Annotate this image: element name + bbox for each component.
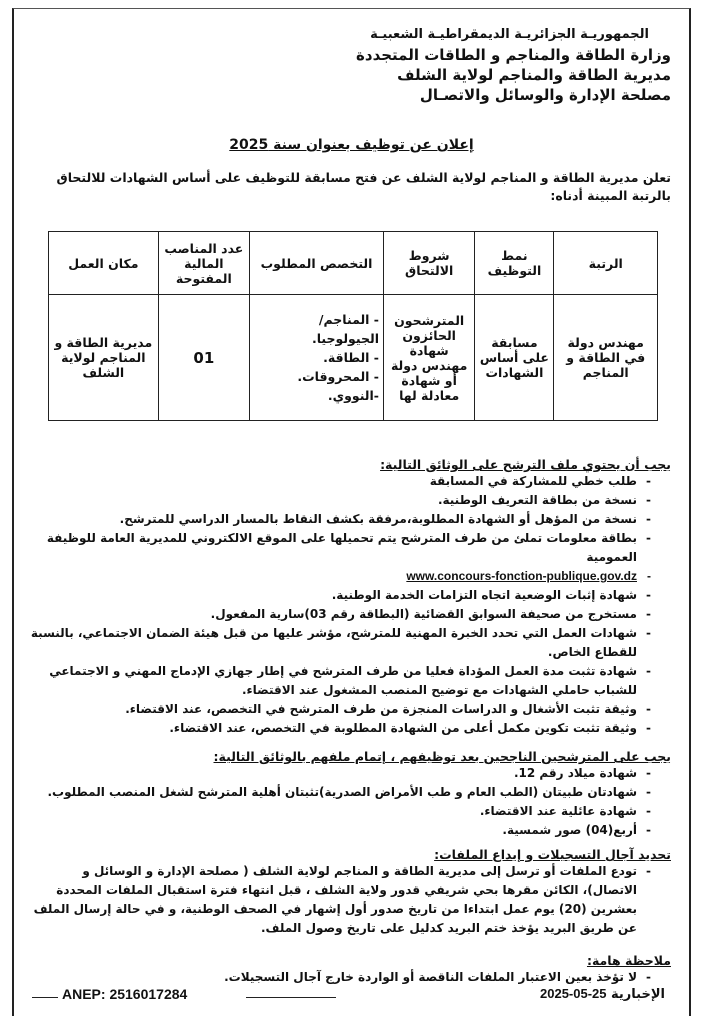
page-footer	[32, 982, 671, 1002]
specialty-item: -النووي.	[327, 388, 379, 403]
list-item: - أربع(04) صور شمسية.	[30, 821, 671, 840]
table-header-row	[49, 232, 658, 295]
list-item: - وثيقة تثبت الأشغال و الدراسات المنجزة من طرف المترشح في التخصص، عند الاقتضاء.	[30, 700, 671, 719]
announcement-page	[12, 8, 691, 1016]
announcement-title: إعلان عن توظيف بعنوان سنة 2025	[229, 137, 474, 153]
header-conditions: شروط الالتحاق	[383, 232, 474, 295]
list-item: - شهادة ميلاد رقم 12.	[30, 764, 671, 783]
service-name: مصلحة الإدارة والوسائل والاتصـال	[419, 86, 671, 104]
header-positions: عدد المناصب المالية المفتوحة	[158, 232, 249, 295]
website-url[interactable]	[30, 567, 671, 586]
cell-conditions: المترشحون الحائزون شهادة مهندس دولة أو شهادة معادلة لها	[383, 295, 474, 421]
after-hire-section	[30, 749, 671, 840]
cell-positions: 01	[158, 295, 249, 421]
after-hire-list	[30, 764, 671, 840]
header-rank: الرتبة	[554, 232, 658, 295]
documents-title: يجب أن يحتوي ملف الترشح على الوثائق التالية:	[380, 457, 671, 472]
publication-date: 2025-05-25	[540, 986, 607, 1001]
deadline-text: - تودع الملفات أو ترسل إلى مديرية الطاقة و المناجم لولاية الشلف ( مصلحة الإدارة و الوسائل و الاتصال)، الكائن مقرها بحي شريفي قدور ولاية الشلف ، قبل انتهاء فترة استقبال الملفات المحددة بعشرين (20) يوم عمل ابتداءا من تاريخ صدور أول إشهار في الصحف الوطنية، و في حالة إرسال الملف عن طريق البريد يؤخذ ختم البريد كدليل على تاريخ وصول الملف.	[30, 862, 671, 938]
republic-name: الجمهوريـة الجزائريـة الديمقراطيـة الشعبيـة	[370, 27, 649, 42]
anep-reference: ANEP: 2516017284	[62, 986, 188, 1002]
list-item: - نسخة من المؤهل أو الشهادة المطلوبة،مرفقة بكشف النقاط بالمسار الدراسي للمترشح.	[30, 510, 671, 529]
specialty-item: - المحروقات.	[297, 369, 379, 384]
header-mode: نمط التوظيف	[475, 232, 554, 295]
specialty-item: - المناجم/ الجيولوجيا.	[311, 312, 379, 346]
specialty-item: - الطاقة.	[323, 350, 379, 365]
publication-info	[540, 986, 665, 1002]
cell-mode: مسابقة على أساس الشهادات	[475, 295, 554, 421]
deadline-list	[30, 862, 671, 938]
list-item: - شهادة تثبت مدة العمل المؤداة فعليا من طرف المترشح في إطار جهازي الإدماج المهني و الاجتماعي للشباب حاملي الشهادات مع توضيح المنصب المشغول عند الاقتضاء.	[30, 662, 671, 700]
cell-workplace: مديرية الطاقة و المناجم لولاية الشلف	[49, 295, 159, 421]
directorate-name: مديرية الطاقة والمناجم لولاية الشلف	[397, 66, 671, 84]
publication-name: الإخبارية	[611, 987, 665, 1002]
documents-list	[30, 472, 671, 738]
footer-rule	[246, 997, 336, 998]
note-text: - لا تؤخذ بعين الاعتبار الملفات الناقصة أو الواردة خارج آجال التسجيلات.	[30, 968, 671, 987]
list-item: - شهادتان طبيتان (الطب العام و طب الأمراض الصدرية)تثبتان أهلية المترشح لشغل المنصب المطلوب.	[30, 783, 671, 802]
ministry-name: وزارة الطاقة والمناجم و الطاقات المتجددة	[356, 46, 671, 64]
intro-paragraph: تعلن مديرية الطاقة و المناجم لولاية الشلف عن فتح مسابقة للتوظيف على أساس الشهادات للالتحاق بالرتبة المبينة أدناه:	[56, 170, 671, 203]
footer-rule	[32, 997, 58, 998]
list-item: - طلب خطي للمشاركة في المسابقة	[30, 472, 671, 491]
deadline-title: تحديد آجال التسجيلات و إيداع الملفات:	[434, 847, 671, 862]
header-specialty: التخصص المطلوب	[250, 232, 384, 295]
note-title: ملاحظة هامة:	[586, 953, 671, 968]
cell-specialties	[250, 295, 384, 421]
list-item: - مستخرج من صحيفة السوابق القضائية (البطاقة رقم 03)سارية المفعول.	[30, 605, 671, 624]
letterhead	[111, 25, 671, 105]
website-link[interactable]: www.concours-fonction-publique.gov.dz	[406, 569, 637, 583]
cell-rank: مهندس دولة في الطاقة و المناجم	[554, 295, 658, 421]
header-workplace: مكان العمل	[49, 232, 159, 295]
table-row	[49, 295, 658, 421]
list-item: - شهادات العمل التي تحدد الخبرة المهنية للمترشح، مؤشر عليها من قبل هيئة الضمان الاجتماعي، بالنسبة للقطاع الخاص.	[30, 624, 671, 662]
deadline-section	[30, 847, 671, 938]
positions-table	[48, 231, 658, 421]
list-item: - شهادة عائلية عند الاقتضاء.	[30, 802, 671, 821]
list-item: - بطاقة معلومات تملئ من طرف المترشح يتم تحميلها على الموقع الالكتروني للمديرية العامة للوظيفة العمومية	[30, 529, 671, 567]
list-item: - وثيقة تثبت تكوين مكمل أعلى من الشهادة المطلوبة في التخصص، عند الاقتضاء.	[30, 719, 671, 738]
list-item: - نسخة من بطاقة التعريف الوطنية.	[30, 491, 671, 510]
documents-section	[30, 457, 671, 738]
list-item: - شهادة إثبات الوضعية اتجاه التزامات الخدمة الوطنية.	[30, 586, 671, 605]
after-hire-title: يجب على المترشحين الناجحين بعد توظيفهم ، إتمام ملفهم بالوثائق التالية:	[213, 749, 671, 764]
